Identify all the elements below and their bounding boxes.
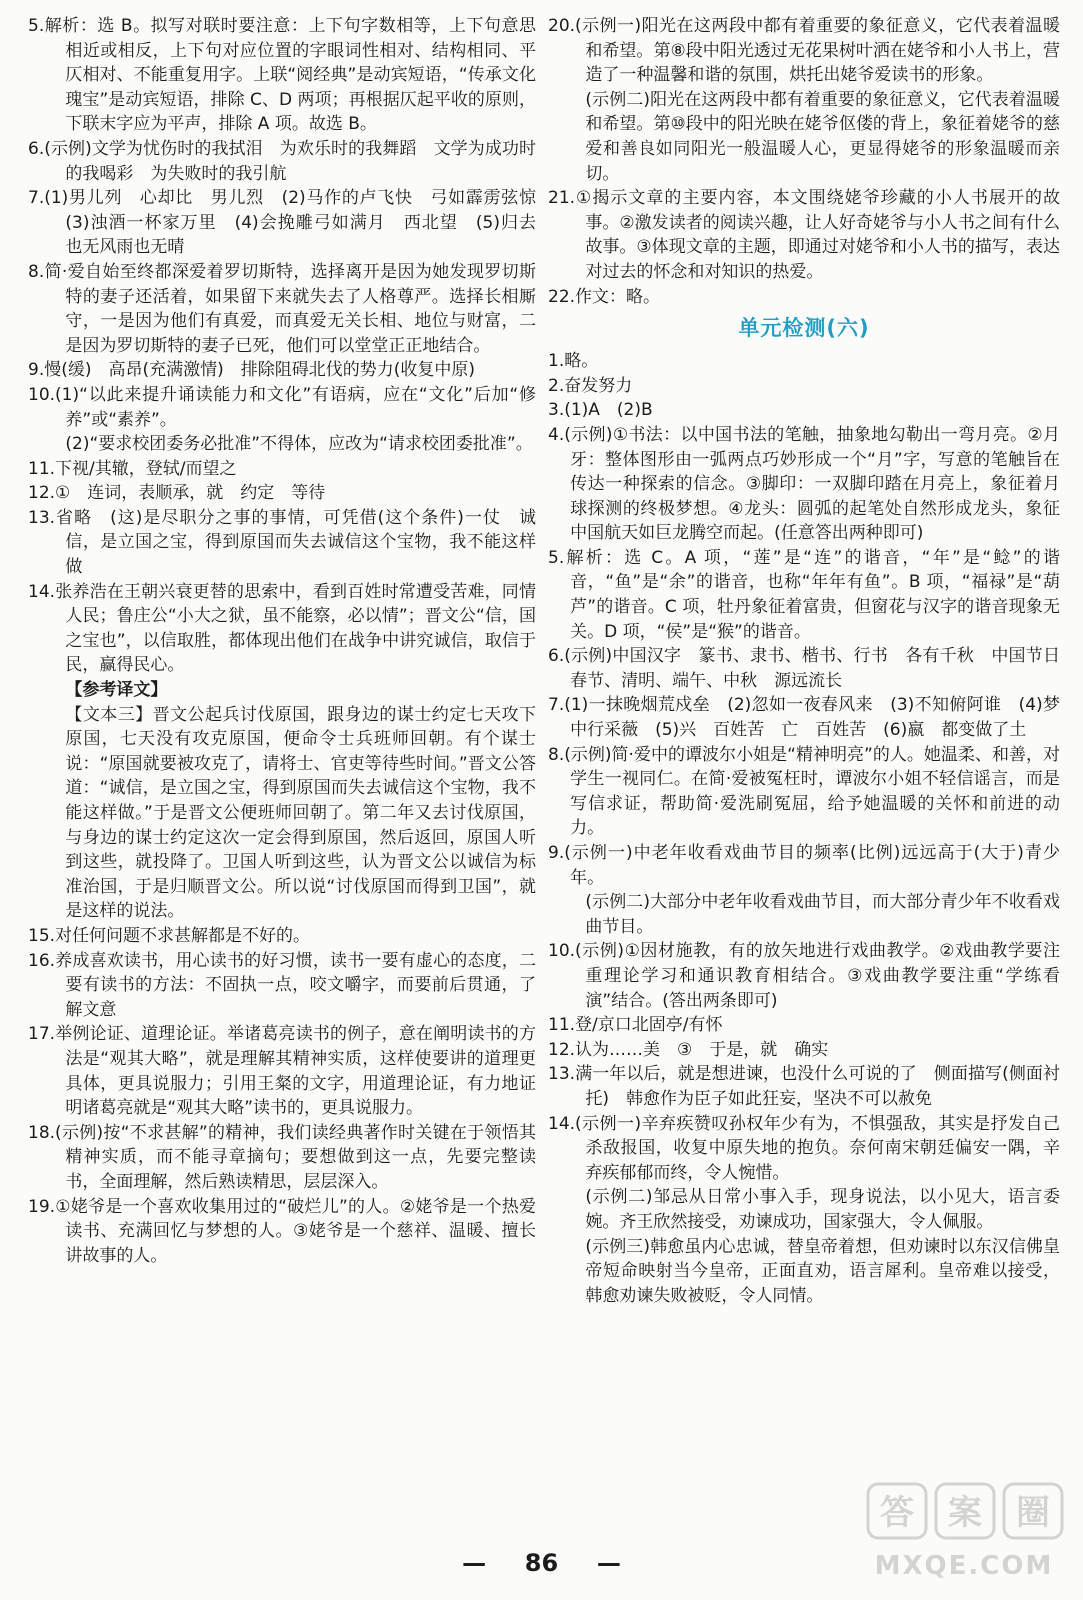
watermark-char: 圈 xyxy=(1016,1493,1050,1533)
watermark-url: MXQE.COM xyxy=(874,1551,1054,1581)
answer-item: (示例二)阳光在这两段中都有着重要的象征意义，它代表着温暖和希望。第⑩段中的阳光映在姥爷伛偻的背上，象征着姥爷的慈爱和善良如同阳光一般温暖人心，更显得姥爷的形象温暖而亲切。 xyxy=(585,89,1060,184)
answer-item: 10.(1)“以此来提升诵读能力和文化”有语病，应在“文化”后加“修养”或“素养”。 xyxy=(28,384,536,430)
answer-item: 6.(示例)中国汉字 篆书、隶书、楷书、行书 各有千秋 中国节日 春节、清明、端午、中秋 源远流长 xyxy=(548,646,1077,691)
answer-item: 16.养成喜欢读书，用心读书的好习惯，读书一要有虚心的态度，二要有读书的方法：不固执一点，咬文嚼字，而要前后贯通，了解文意 xyxy=(28,950,536,1020)
answer-item: 11.登/京口北固亭/有怀 xyxy=(548,1015,723,1036)
answer-item: 18.(示例)按“不求甚解”的精神，我们读经典著作时关键在于领悟其精神实质，而不能寻章摘句；要想做到这一点，先要完整读书，全面理解，然后熟读精思，层层深入。 xyxy=(28,1122,536,1192)
answer-item: 10.(示例)①因材施教，有的放矢地进行戏曲教学。②戏曲教学要注重理论学习和通识教育相结合。③戏曲教学要注重“学练看演”结合。(答出两条即可) xyxy=(548,941,1060,1011)
right-column xyxy=(548,14,1077,1308)
right-column-bottom xyxy=(548,349,1077,1308)
answer-item: 19.①姥爷是一个喜欢收集用过的“破烂儿”的人。②姥爷是一个热爱读书、充满回忆与梦想的人。③姥爷是一个慈祥、温暖、擅长讲故事的人。 xyxy=(28,1196,536,1266)
answer-item: 13.满一年以后，就是想进谏，也没什么可说的了 侧面描写(侧面衬托) 韩愈作为臣子如此狂妄，坚决不可以赦免 xyxy=(548,1064,1060,1109)
answer-item: 7.(1)男儿列 心却比 男儿烈 (2)马作的卢飞快 弓如霹雳弦惊 (3)浊酒一杯家万里 (4)会挽雕弓如满月 西北望 (5)归去 也无风雨也无晴 xyxy=(28,188,553,258)
answer-item: 9.慢(缓) 高昂(充满激情) 排除阻碍北伐的势力(收复中原) xyxy=(28,360,476,381)
answer-item: 9.(示例一)中老年收看戏曲节目的频率(比例)远远高于(大于)青少年。 xyxy=(548,843,1060,888)
answer-item: 3.(1)A (2)B xyxy=(548,400,653,421)
answer-item: 8.简·爱自始至终都深爱着罗切斯特，选择离开是因为她发现罗切斯特的妻子还活着，如果留下来就失去了人格尊严。选择长相厮守，一是因为他们有真爱，而真爱无关长相、地位与财富，二是因为罗切斯特的妻子已死，他们可以堂堂正正地结合。 xyxy=(28,261,536,356)
watermark-char: 案 xyxy=(948,1493,982,1533)
watermark-logo xyxy=(860,1478,1070,1590)
left-column xyxy=(28,14,553,1268)
answer-item: 7.(1)一抹晚烟荒戍垒 (2)忽如一夜春风来 (3)不知俯阿谁 (4)梦中行采薇 (5)兴 百姓苦 亡 百姓苦 (6)嬴 都变做了土 xyxy=(548,695,1060,741)
page-number-dash-right: — xyxy=(596,1549,621,1577)
right-column-top xyxy=(548,14,1060,309)
answer-item: 14.(示例一)辛弃疾赞叹孙权年少有为，不惧强敌，其实是抒发自己杀敌报国，收复中原失地的抱负。奈何南宋朝廷偏安一隅，辛弃疾郁郁而终，令人惋惜。 xyxy=(548,1113,1060,1183)
page-number: 86 xyxy=(524,1549,559,1577)
section-title: 单元检测(六) xyxy=(738,316,870,341)
answer-item: (示例二)大部分中老年收看戏曲节目，而大部分青少年不收看戏曲节目。 xyxy=(585,892,1060,937)
answer-item: 17.举例论证、道理论证。举诸葛亮读书的例子，意在阐明读书的方法是“观其大略”，就是理解其精神实质，这样使要讲的道理更具体，更具说服力；引用王粲的文字，用道理论证，有力地证明诸葛亮就是“观其大略”读书的，更具说服力。 xyxy=(28,1024,536,1119)
answer-item: 5.解析：选 C。A 项，“莲”是“连”的谐音，“年”是“鲶”的谐音，“鱼”是“余”的谐音，也称“年年有鱼”。B 项，“福禄”是“葫芦”的谐音。C 项，牡丹象征着富贵，但窗花与汉字的谐音现象无关。D 项，“侯”是“猴”的谐音。 xyxy=(548,547,1060,642)
answer-item: (2)“要求校团委务必批准”不得体，应改为“请求校团委批准”。 xyxy=(65,434,533,455)
answer-item: 【参考译文】 xyxy=(65,680,168,701)
answer-item: (示例二)邹忌从日常小事入手，现身说法，以小见大，语言委婉。齐王欣然接受，劝谏成功，国家强大，令人佩服。 xyxy=(585,1187,1060,1232)
answer-item: 20.(示例一)阳光在这两段中都有着重要的象征意义，它代表着温暖和希望。第⑧段中阳光透过无花果树叶洒在姥爷和小人书上，营造了一种温馨和谐的氛围，烘托出姥爷爱读书的形象。 xyxy=(548,16,1060,86)
answer-item: 13.省略 (这)是尽职分之事的事情，可凭借(这个条件)一仗 诚信，是立国之宝，得到原国而失去诚信这个宝物，我不能这样做 xyxy=(28,507,536,578)
answer-item: (示例三)韩愈虽内心忠诚，替皇帝着想，但劝谏时以东汉信佛皇帝短命映射当今皇帝，正面直劝，语言犀利。皇帝难以接受，韩愈劝谏失败被贬，令人同情。 xyxy=(585,1236,1060,1306)
answer-item: 8.(示例)简·爱中的谭波尔小姐是“精神明亮”的人。她温柔、和善，对学生一视同仁。在简·爱被冤枉时，谭波尔小姐不轻信谣言，而是写信求证，帮助简·爱洗刷冤屈，给予她温暖的关怀和前进的动力。 xyxy=(548,744,1060,839)
answer-item: 15.对任何问题不求甚解都是不好的。 xyxy=(28,925,311,946)
answer-item: 12.认为……美 ③ 于是，就 确实 xyxy=(548,1039,829,1060)
page-number-dash-left: — xyxy=(462,1549,487,1577)
answer-item: 【文本三】晋文公起兵讨伐原国，跟身边的谋士约定七天攻下原国，七天没有攻克原国，便命令士兵班师回朝。有个谋士说：“原国就要被攻克了，请将士、官吏等待些时间。”晋文公答道：“诚信，是立国之宝，得到原国而失去诚信这个宝物，我不能这样做。”于是晋文公便班师回朝了。第二年又去讨伐原国，与身边的谋士约定这次一定会得到原国，然后返回，原国人听到这些，就投降了。卫国人听到这些，认为晋文公以诚信为标准治国，于是归顺晋文公。所以说“讨伐原国而得到卫国”，就是这样的说法。 xyxy=(65,704,536,922)
answer-item: 6.(示例)文学为忧伤时的我拭泪 为欢乐时的我舞蹈 文学为成功时的我喝彩 为失败时的我引航 xyxy=(28,138,536,184)
answer-item: 22.作文：略。 xyxy=(548,286,661,307)
watermark-char: 答 xyxy=(880,1493,914,1533)
answer-item: 14.张养浩在王朝兴衰更替的思索中，看到百姓时常遭受苦难，同情人民；鲁庄公“小大之狱，虽不能察，必以情”；晋文公“信，国之宝也”，以信取胜，都体现出他们在战争中讲究诚信，取信于民，赢得民心。 xyxy=(28,581,536,676)
answer-item: 2.奋发努力 xyxy=(548,375,633,396)
answer-item: 21.①揭示文章的主要内容，本文围绕姥爷珍藏的小人书展开的故事。②激发读者的阅读兴趣，让人好奇姥爷与小人书之间有什么故事。③体现文章的主题，即通过对姥爷和小人书的描写，表达对过去的怀念和对知识的热爱。 xyxy=(548,188,1060,282)
answer-item: 5.解析：选 B。拟写对联时要注意：上下句字数相等，上下句意思相近或相反，上下句对应位置的字眼词性相对、结构相同、平仄相对、不能重复用字。上联“阅经典”是动宾短语，“传承文化瑰宝”是动宾短语，排除 C、D 两项；再根据仄起平收的原则，下联末字应为平声，排除 A 项。故选 B。 xyxy=(28,16,536,135)
answer-item: 12.① 连词，表顺承，就 约定 等待 xyxy=(28,483,326,504)
answer-item: 1.略。 xyxy=(548,351,599,372)
answer-item: 4.(示例)①书法：以中国书法的笔触，抽象地勾勒出一弯月亮。②月牙：整体图形由一弧两点巧妙形成一个“月”字，写意的笔触旨在传达一种探索的信念。③脚印：一双脚印踏在月亮上，象征着月球探测的终极梦想。④龙头：圆弧的起笔处自然形成龙头，象征中国航天如巨龙腾空而起。(任意答出两种即可) xyxy=(548,424,1060,544)
answer-item: 11.下视/其辙，登轼/而望之 xyxy=(28,458,237,479)
